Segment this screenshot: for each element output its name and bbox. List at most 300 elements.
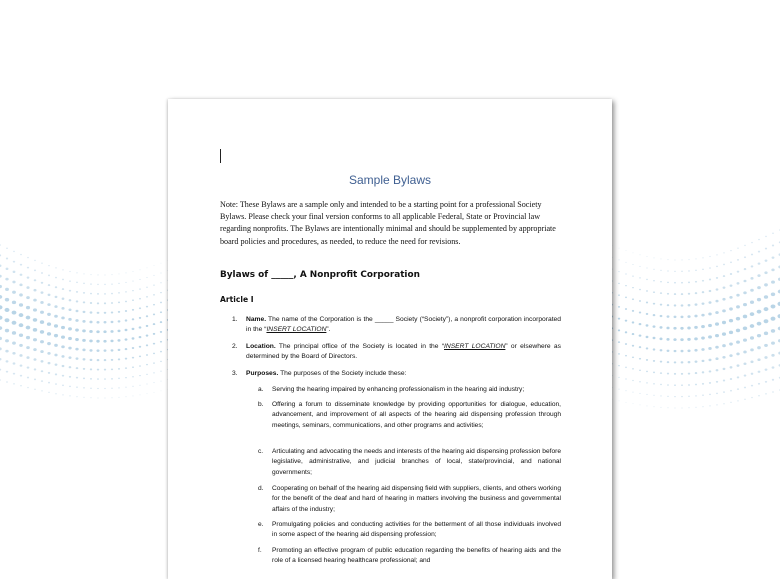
dot [5,329,9,333]
dot [716,369,719,371]
item-text: The principal office of the Society is located in the “ [275,343,445,350]
dot [97,388,99,389]
dot [716,393,718,395]
dot [0,275,2,278]
dot [750,348,754,351]
dot [6,381,8,383]
purpose-item [258,520,561,541]
dot [646,324,649,326]
dot [695,360,698,362]
dot [147,393,148,394]
dot [83,301,85,303]
dot [160,371,161,372]
dot [765,368,768,370]
dot [709,290,712,292]
dot [687,315,690,318]
dot [660,315,663,317]
dot [626,250,627,251]
dot [736,329,740,333]
dot [68,309,71,312]
dot [69,386,71,388]
dot [632,356,634,358]
dot [40,330,44,334]
dot [68,356,71,359]
dot [69,271,70,272]
dot [674,407,675,408]
dot [722,298,725,301]
dot [55,383,57,385]
dot [139,346,141,348]
dot [146,306,148,308]
dot [69,376,71,378]
dot [702,291,705,293]
dot [146,296,148,297]
text-cursor [220,149,221,163]
dot [90,397,91,398]
dot [715,357,718,360]
dot [646,256,647,257]
dot [55,267,57,268]
dot [0,244,1,246]
dot [660,349,663,351]
dot [0,316,3,320]
dot [26,356,29,359]
dot [708,335,712,338]
dot [681,407,682,408]
dot [715,334,719,337]
dot [41,272,43,274]
dot [632,310,634,312]
dot [640,404,641,405]
dot [140,269,141,270]
dot [104,284,106,285]
dot [118,302,120,304]
dot [750,312,755,316]
dot [667,259,668,260]
dot [20,254,22,255]
purpose-text: Promoting an effective program of public education regarding the benefits of hearing aids and the role of a licensed hearing healthcare professional; and [272,547,561,565]
dot [771,268,774,271]
dot [61,316,65,319]
dot [118,273,119,274]
dot [674,259,675,260]
dot [667,350,670,352]
dot [48,294,51,296]
dot [139,317,141,319]
dot [139,279,140,280]
dot [687,349,690,352]
document-page[interactable] [168,99,612,579]
dot [97,312,100,314]
dot [709,279,711,281]
dot [666,338,669,341]
dot [55,286,57,288]
item-label: Location. [246,343,276,350]
dot [83,377,85,379]
dot [764,332,768,336]
dot [146,364,148,365]
dot [709,382,711,384]
dot [26,336,30,339]
dot [125,291,127,292]
dot [764,319,769,323]
dot [701,325,705,328]
dot [118,311,120,313]
dot [632,368,634,369]
dot [104,349,107,351]
dot [660,304,662,306]
dot [153,304,155,306]
dot [54,334,58,337]
dot [632,392,633,393]
dot [68,318,71,321]
dot [632,264,633,265]
dot [688,407,689,408]
dot [674,282,676,284]
dot [771,292,775,296]
dot [729,296,732,299]
dot [646,394,647,395]
dot [68,337,72,340]
dot [744,387,746,389]
dot [0,265,1,267]
dot [625,320,627,322]
dot [674,271,676,272]
dot [48,362,51,364]
dot [681,304,684,306]
dot [715,346,719,349]
dot [765,260,768,262]
dot [646,336,649,338]
dot [90,283,92,284]
dot [744,399,746,400]
dot [125,377,127,378]
dot [660,384,662,385]
dot [82,349,85,352]
dot [62,394,63,395]
dot [5,298,9,302]
dot [6,371,8,373]
dot [625,390,626,391]
item-number: 2. [232,343,238,350]
dot [139,336,142,338]
dot [40,340,44,343]
dot [83,283,85,284]
dot [737,388,739,390]
dot [83,292,85,294]
dot [632,321,635,323]
dot [715,311,719,314]
dot [750,300,754,303]
dot [6,360,9,362]
dot [47,313,51,316]
dot [743,303,747,306]
dot [625,297,627,299]
dot [702,371,705,373]
dot [709,256,710,257]
dot [639,346,641,348]
dot [653,360,655,362]
dot [27,366,30,368]
dot [695,258,696,259]
dot [688,259,689,260]
dot [618,341,620,343]
dot [97,293,99,295]
bylaws-heading: Bylaws of _____, A Nonprofit Corporation [220,270,420,280]
dot [653,325,656,327]
dot [625,331,627,333]
dot [764,283,768,286]
dot [5,308,10,312]
dot [723,403,725,404]
dot [695,292,697,294]
dot [674,373,676,375]
dot [653,257,654,258]
dot [55,393,57,394]
dot [694,337,698,340]
dot [730,273,732,275]
dot [750,277,753,280]
dot [708,359,711,362]
dot [97,378,99,380]
dot [736,305,740,308]
dot [90,388,92,389]
dot [54,354,57,357]
dot [723,252,725,253]
dot [625,378,626,379]
dot [5,288,9,291]
dot [83,358,86,360]
dot [618,389,619,390]
dot [674,350,677,352]
dot [681,373,683,375]
dot [660,270,661,271]
dot [618,329,620,331]
dot [667,282,669,284]
dot [132,299,134,301]
dot [146,315,148,317]
dot [61,345,65,348]
dot [751,397,753,398]
document-title: Sample Bylaws [348,173,432,187]
dot [674,304,677,306]
dot [653,269,654,270]
dot [744,268,747,270]
dot [33,308,37,311]
dot [83,368,85,370]
dot [140,394,141,395]
dot [758,262,761,264]
dot [618,271,619,272]
dot [716,266,718,268]
dot [76,357,79,359]
dot [41,262,43,263]
dot [743,326,747,330]
item-text: The name of the Corporation is the _____ Society (“Society”), a nonprofit corporation incorporated in the “ [246,316,561,334]
dot [12,311,17,315]
dot [5,339,9,342]
dot [34,279,37,281]
dot [104,293,106,295]
dot [12,301,16,305]
dot [69,290,71,292]
dot [125,348,128,350]
dot [680,327,683,330]
dot [132,337,135,339]
dot [764,344,768,347]
dot [111,311,114,313]
dot [722,344,726,347]
dot [139,298,141,300]
dot [659,326,662,329]
dot [97,302,99,304]
dot [153,333,155,335]
dot [139,356,141,358]
dot [54,344,58,347]
dot [771,329,775,333]
dot [33,318,37,322]
dot [632,287,634,288]
note-paragraph: Note: These Bylaws are a sample only and intended to be a starting point for a professional Society Bylaws. Please check your final version conforms to all applicable Federal, State or Provincial law regarding nonprofits. The Bylaws are intentionally minimal and should be supplemented by appropriate board policies and procedures, as needed, to reduce the need for revisions. [220,200,556,246]
dot [765,236,767,237]
dot [41,291,44,293]
dot [757,346,761,349]
dot [12,352,15,355]
purpose-item [258,484,561,515]
dot [640,254,641,255]
dot [674,361,677,363]
dot [153,275,154,276]
dot [118,368,120,370]
dot [103,340,106,343]
dot [139,375,141,376]
dot [68,327,72,330]
dot [743,280,746,283]
dot [19,354,22,357]
dot [639,266,640,267]
dot [48,284,50,286]
dot [765,393,767,394]
dot [118,387,119,388]
dot [40,320,44,324]
dot [41,370,44,372]
dot [695,303,698,305]
dot [62,288,64,290]
dot [646,405,647,406]
dot [736,317,740,321]
dot [716,381,718,383]
dot [625,355,627,357]
dot [33,289,36,292]
dot [104,359,107,361]
dot [132,309,134,311]
item-label: Purposes. [246,370,279,377]
dot [702,395,704,396]
purpose-letter: c. [258,448,264,455]
dot [75,338,79,341]
dot [68,347,71,350]
dot [687,327,691,330]
dot [33,358,36,361]
dot [660,258,661,259]
dot [667,407,668,408]
insert-location-placeholder: INSERT LOCATION [266,326,327,334]
dot [111,359,114,361]
dot [722,332,726,335]
item-number: 3. [232,370,238,377]
dot [69,366,72,368]
dot [76,377,78,379]
dot [716,288,719,290]
dot [632,380,634,381]
dot [771,342,775,345]
dot [757,322,762,326]
dot [667,304,670,306]
dot [688,270,690,271]
dot [716,254,717,255]
dot [62,298,65,300]
dot [771,317,776,321]
dot [751,373,754,375]
dot [751,242,753,243]
dot [743,350,747,353]
dot [27,276,30,278]
dot [709,267,711,269]
dot [111,368,113,370]
dot [146,277,147,278]
dot [750,324,755,328]
dot [76,310,79,312]
dot [681,259,682,260]
dot [639,393,640,394]
dot [667,293,669,295]
dot [153,285,154,286]
dot [132,318,135,320]
dot [153,353,155,355]
dot [5,350,8,353]
item-text-end: ” or elsewhere as determined by the Board of Directors. [246,343,561,361]
dot [701,314,704,317]
dot [674,293,676,295]
dot [34,260,36,261]
dot [646,382,648,383]
dot [743,315,747,319]
dot [625,367,627,368]
dot [12,281,15,284]
dot [772,244,774,246]
dot [695,281,697,283]
dot [41,360,44,362]
dot [688,396,690,397]
dot [139,288,141,289]
dot [702,360,705,362]
dot [111,388,113,389]
dot [715,322,719,325]
dot [132,376,134,377]
dot [20,385,22,386]
dot [653,383,655,384]
dot [736,294,739,297]
dot [737,400,739,401]
dot [750,289,754,292]
dot [146,325,149,327]
dot [660,361,662,363]
dot [688,384,690,386]
dot [674,384,676,386]
dot [646,290,648,292]
dot [125,358,127,360]
dot [160,302,162,304]
